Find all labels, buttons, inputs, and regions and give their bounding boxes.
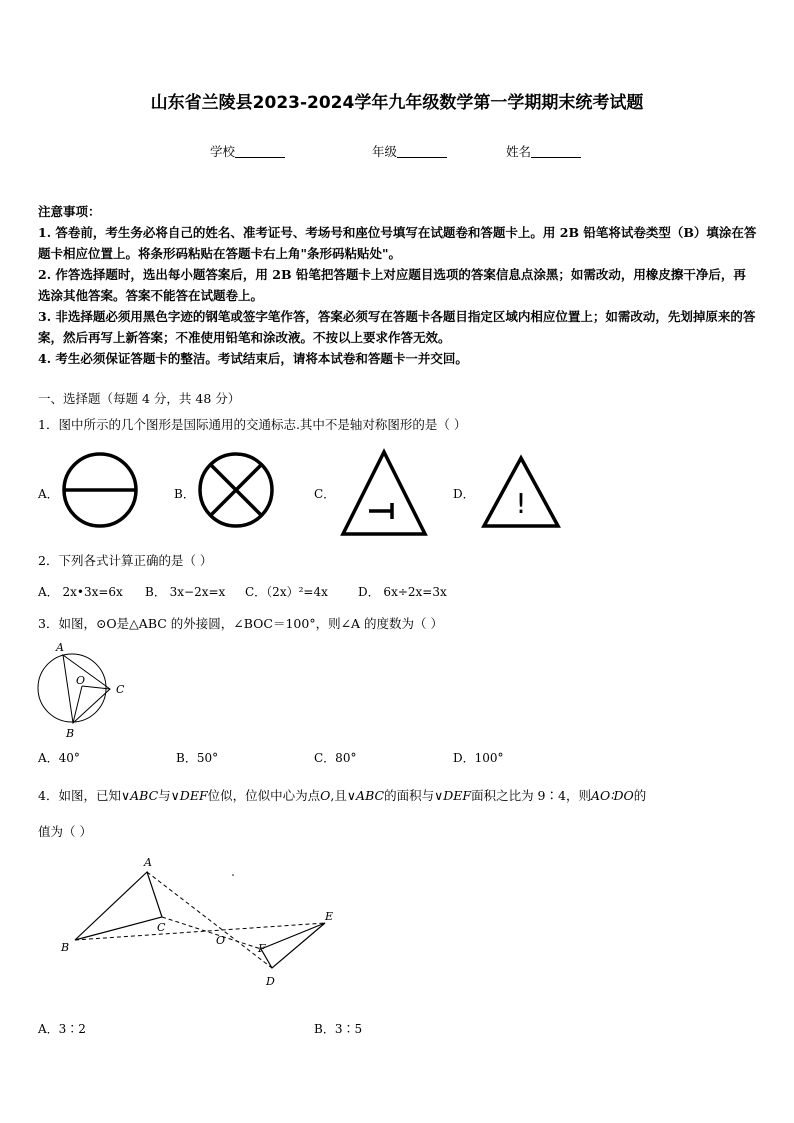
notice-item-2: 2. 作答选择题时，选出每小题答案后，用 2B 铅笔把答题卡上对应题目选项的答案信息点涂黑；如需改动，用橡皮擦干净后，再选涂其他答案。答案不能答在试题卷上。 (38, 267, 746, 303)
q4-label-a: A (144, 856, 152, 869)
q3-stem: 3．如图，⊙O是△ABC 的外接圆，∠BOC＝100°，则∠A 的度数为（ ） (38, 616, 444, 631)
q3-option-d[interactable]: D．100° (453, 751, 504, 765)
q4-label-f: F (258, 942, 266, 955)
q4-stem-line2: 值为（ ） (38, 824, 92, 839)
q2-option-a[interactable]: A． 2x•3x=6x (38, 585, 123, 599)
q2-option-b[interactable]: B． 3x−2x=x (145, 585, 226, 599)
q4-homothety-diagram (55, 852, 355, 992)
q3-option-a[interactable]: A．40° (38, 751, 80, 765)
q4-label-c: C (157, 921, 166, 934)
grade-label: 年级 (372, 144, 398, 159)
name-label: 姓名 (506, 144, 532, 159)
notice-heading: 注意事项： (38, 204, 101, 219)
name-blank[interactable] (531, 145, 581, 158)
q1-option-b[interactable]: B． (174, 487, 195, 501)
q1-option-d[interactable]: D． (453, 487, 475, 501)
notice-item-3: 3. 非选择题必须用黑色字迹的钢笔或签字笔作答，答案必须写在答题卡各题目指定区域内相应位置上；如需改动，先划掉原来的答案，然后再写上新答案；不准使用铅笔和涂改液。不按以上要求作答无效。 (38, 309, 756, 345)
school-blank[interactable] (235, 145, 285, 158)
name-field[interactable] (506, 142, 581, 160)
q4-label-e: E (325, 910, 334, 923)
page-title: 山东省兰陵县2023-2024学年九年级数学第一学期期末统考试题 (150, 93, 644, 113)
grade-field[interactable] (372, 142, 447, 160)
notice-item-1: 1. 答卷前，考生务必将自己的姓名、准考证号、考场号和座位号填写在试题卷和答题卡上。用 2B 铅笔将试卷类型（B）填涂在答题卡相应位置上。将条形码粘贴在答题卡右上角"条形码粘贴处"。 (38, 225, 757, 261)
q4-stem: 4．如图，已知∨ABC与∨DEF位似，位似中心为点O,且∨ABC的面积与∨DEF面积之比为 9∶4，则AO∶DO的 (38, 788, 647, 803)
q3-label-c: C (116, 683, 125, 696)
q1-stem: 1．图中所示的几个图形是国际通用的交通标志.其中不是轴对称图形的是（ ） (38, 417, 467, 432)
q3-label-b: B (66, 727, 75, 740)
q3-option-b[interactable]: B．50° (176, 751, 219, 765)
notice-item-4: 4. 考生必须保证答题卡的整洁。考试结束后，请将本试卷和答题卡一并交回。 (38, 351, 468, 366)
q2-option-d[interactable]: D． 6x÷2x=3x (358, 585, 447, 599)
sign-triangle-t-icon (340, 448, 430, 538)
sign-circle-bar-icon (62, 452, 142, 532)
grade-blank[interactable] (397, 145, 447, 158)
q4-label-d: D (266, 975, 275, 988)
school-field[interactable] (210, 142, 285, 160)
school-label: 学校 (210, 144, 236, 159)
q4-label-o: O (216, 934, 226, 947)
q2-option-c[interactable]: C．（2x）²=4x (245, 585, 328, 599)
q4-option-a[interactable]: A．3∶2 (38, 1022, 86, 1036)
q3-option-c[interactable]: C．80° (314, 751, 357, 765)
q2-stem: 2．下列各式计算正确的是（ ） (38, 553, 213, 568)
sign-circle-cross-icon (198, 452, 278, 532)
q3-label-a: A (56, 641, 64, 654)
q4-option-b[interactable]: B．3∶5 (314, 1022, 363, 1036)
q4-label-b: B (61, 941, 70, 954)
sign-triangle-warning-icon (482, 455, 564, 529)
q1-option-a[interactable]: A． (38, 487, 59, 501)
q3-label-o: O (76, 674, 86, 687)
section-heading: 一、选择题（每题 4 分，共 48 分） (38, 391, 241, 406)
q3-circle-diagram (30, 638, 140, 742)
warning-mark: ! (515, 487, 527, 520)
q1-option-c[interactable]: C． (314, 487, 336, 501)
notice-block (38, 201, 758, 369)
